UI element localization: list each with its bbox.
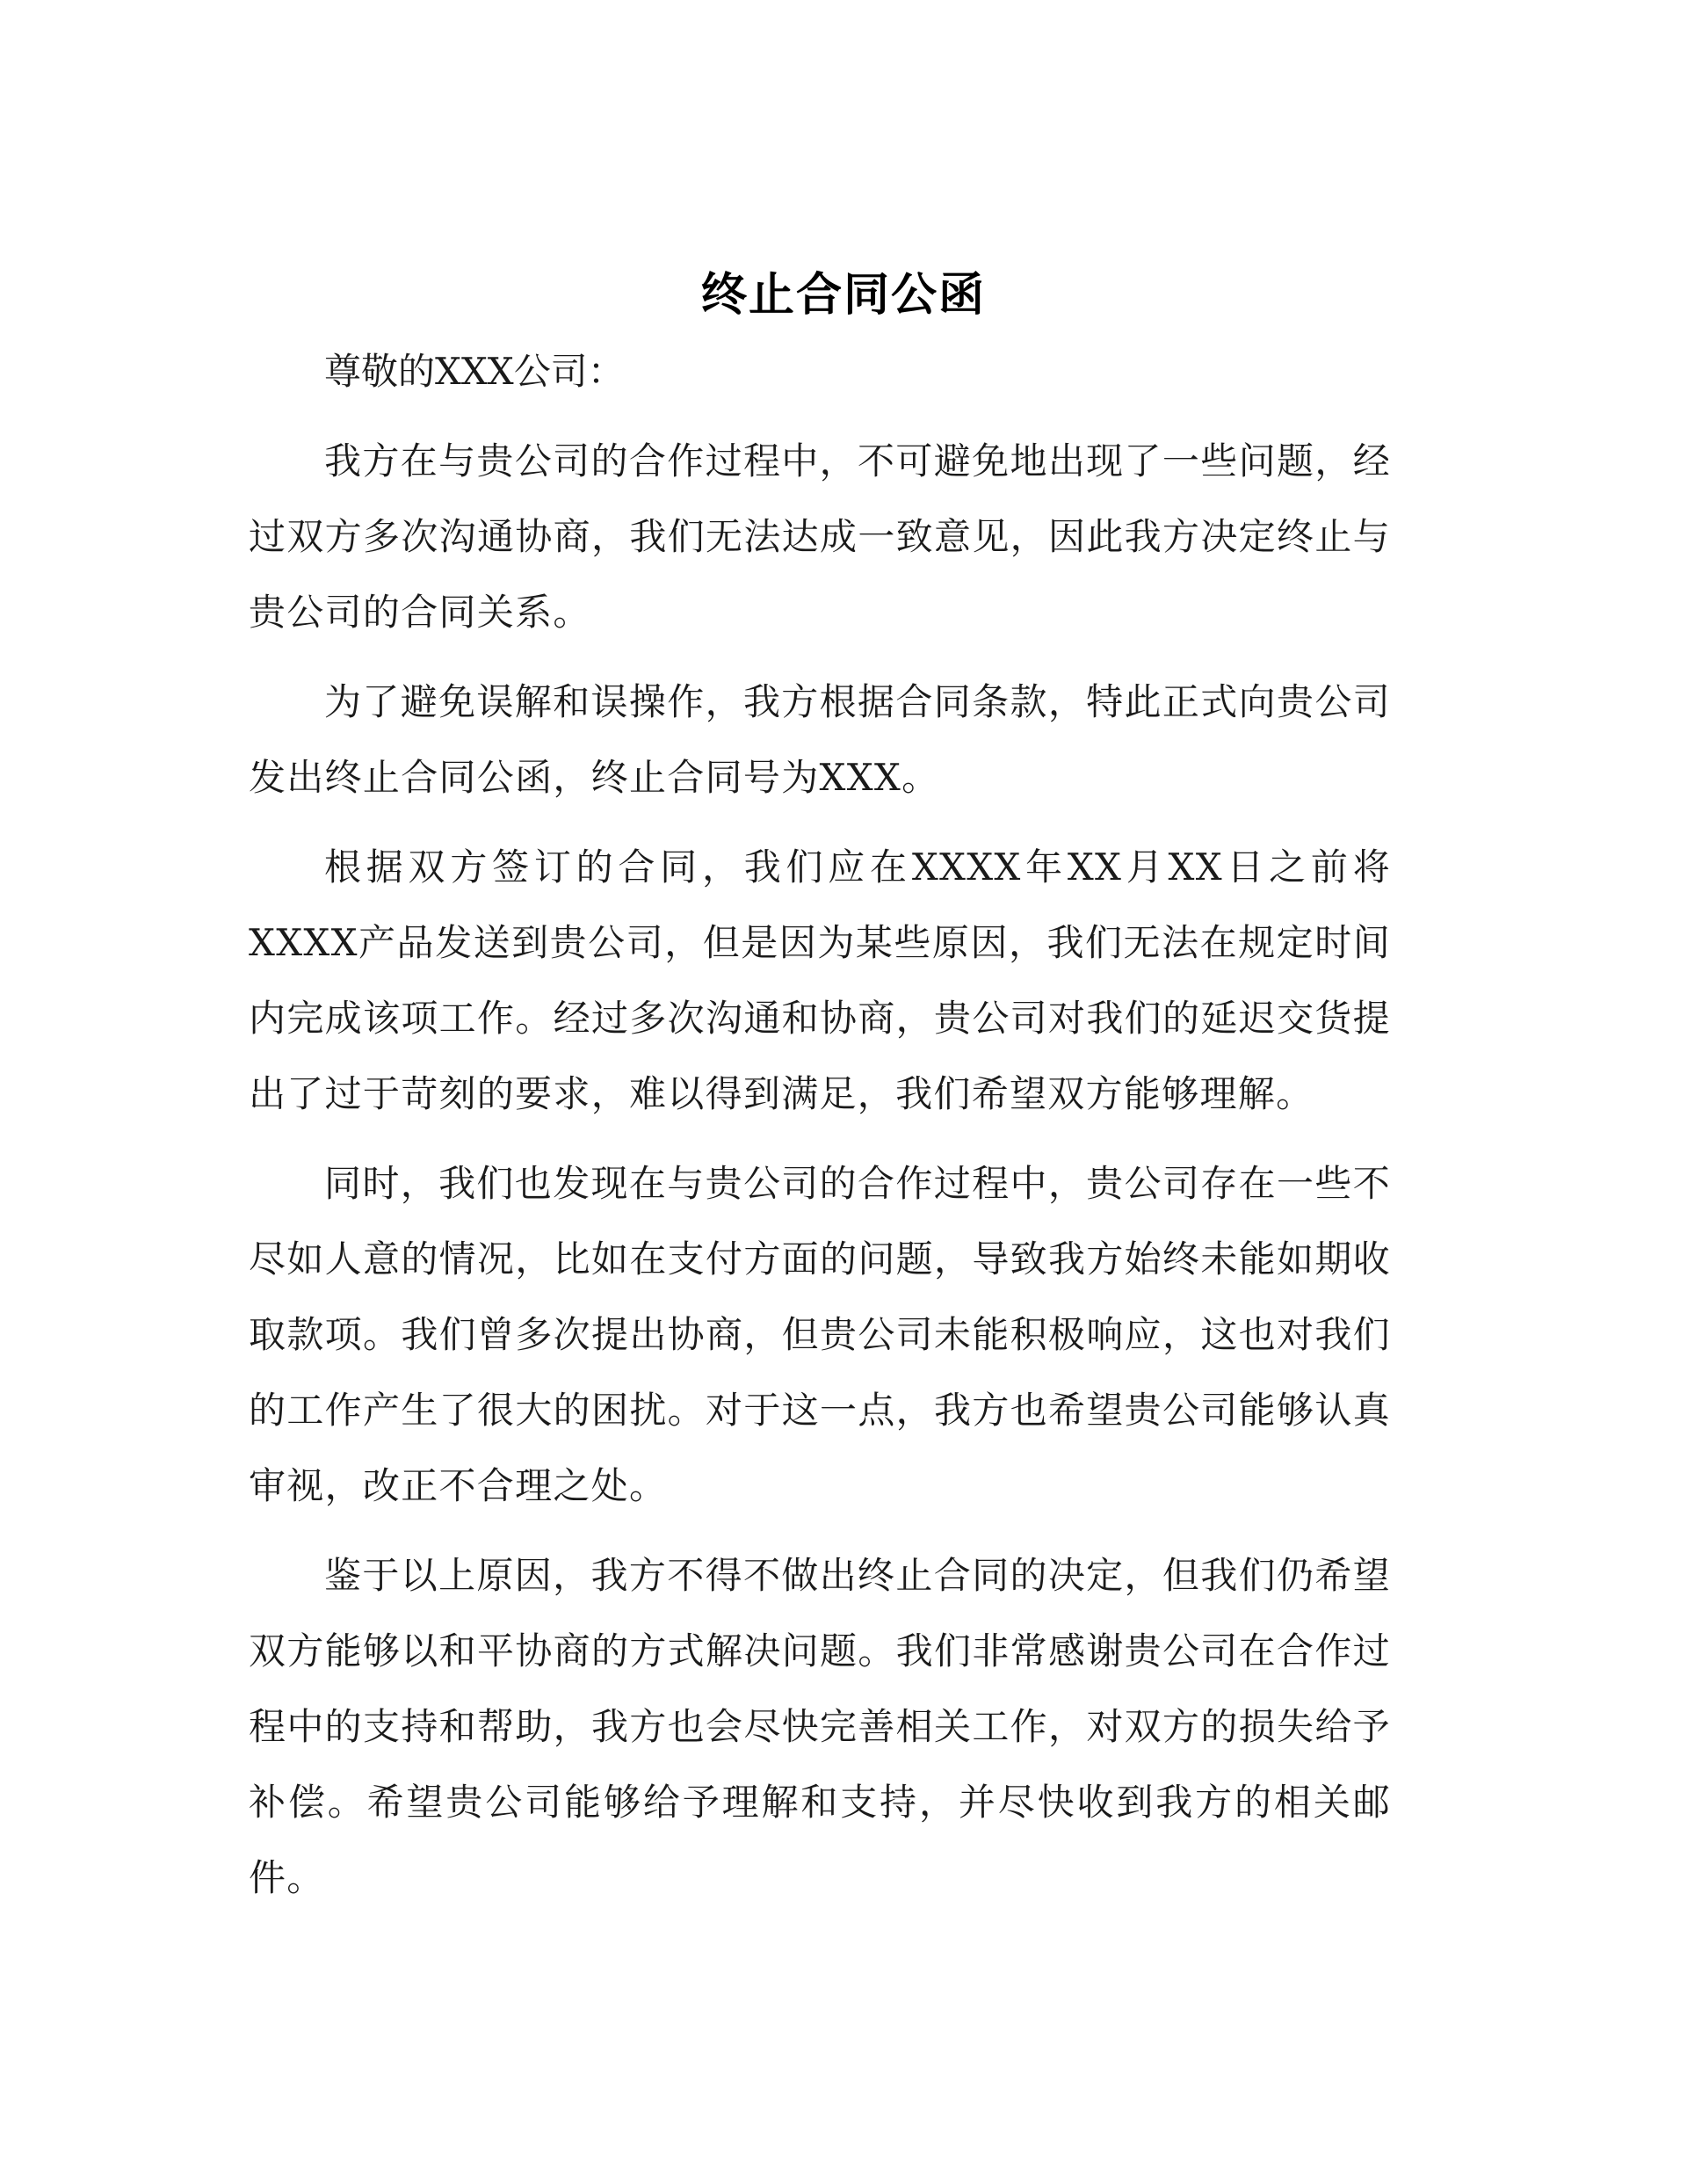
salutation: 尊敬的XXX公司： [324,350,625,393]
document-body [249,334,1391,1930]
paragraph-1: 我方在与贵公司的合作过程中，不可避免地出现了一些问题，经过双方多次沟通协商，我们无法达成一致意见，因此我方决定终止与贵公司的合同关系。 [249,439,1391,634]
document-title: 终止合同公函 [700,268,986,322]
paragraph-2: 为了避免误解和误操作，我方根据合同条款，特此正式向贵公司发出终止合同公函，终止合同号为XXX。 [249,680,1391,799]
paragraph-4: 同时，我们也发现在与贵公司的合作过程中，贵公司存在一些不尽如人意的情况，比如在支付方面的问题，导致我方始终未能如期收取款项。我们曾多次提出协商，但贵公司未能积极响应，这也对我们的工作产生了很大的困扰。对于这一点，我方也希望贵公司能够认真审视，改正不合理之处。 [249,1162,1391,1507]
paragraph-3: 根据双方签订的合同，我们应在XXXX年XX月XX日之前将XXXX产品发送到贵公司，但是因为某些原因，我们无法在规定时间内完成该项工作。经过多次沟通和协商，贵公司对我们的延迟交货提出了过于苛刻的要求，难以得到满足，我们希望双方能够理解。 [249,845,1391,1115]
paragraph-5: 鉴于以上原因，我方不得不做出终止合同的决定，但我们仍希望双方能够以和平协商的方式解决问题。我们非常感谢贵公司在合作过程中的支持和帮助，我方也会尽快完善相关工作，对双方的损失给予补偿。希望贵公司能够给予理解和支持，并尽快收到我方的相关邮件。 [249,1554,1391,1899]
